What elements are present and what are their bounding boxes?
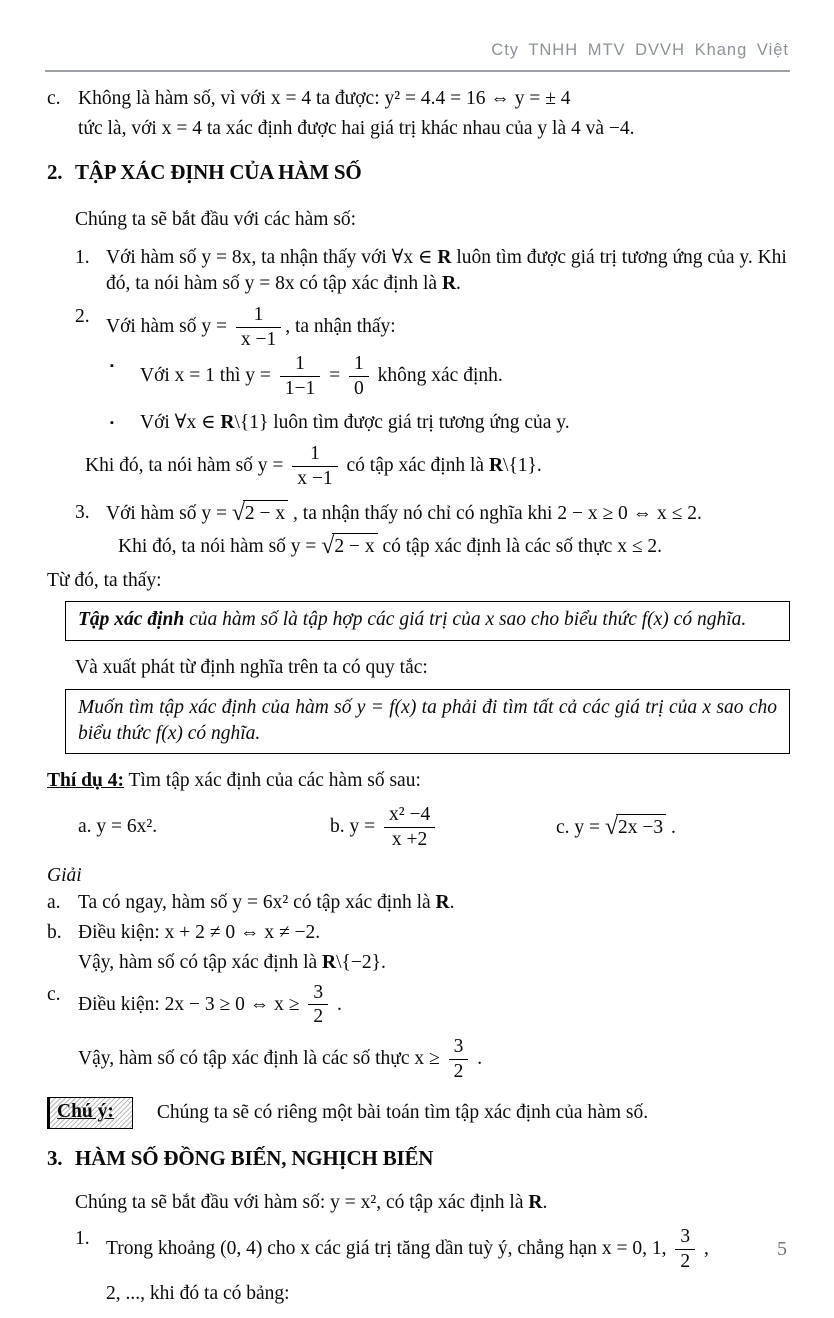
text-run: Với hàm số y = 8x, ta nhận thấy với ∀x ∈ xyxy=(106,246,438,268)
formula: y = 6x². xyxy=(96,816,158,838)
part-b xyxy=(330,804,556,851)
list-marker: a. xyxy=(78,816,92,838)
item-body xyxy=(106,245,790,296)
text-line xyxy=(106,500,790,527)
bullet-item xyxy=(110,353,790,400)
solution-a xyxy=(47,890,790,916)
item-body xyxy=(78,920,790,975)
text-run: không xác định. xyxy=(372,364,503,386)
list-marker: b. xyxy=(330,815,345,837)
text-run: . xyxy=(472,1048,483,1070)
section-3-item-1 xyxy=(75,1226,790,1306)
fraction-numerator: 3 xyxy=(680,1226,691,1248)
running-header xyxy=(491,40,789,62)
radical-icon: √ xyxy=(321,532,335,559)
text-line: tức là, với x = 4 ta xác định được hai giá trị khác nhau của y là 4 và −4. xyxy=(78,117,635,139)
fraction xyxy=(349,353,369,400)
text-run: Với hàm số y = xyxy=(106,316,232,338)
item-body xyxy=(78,982,790,1029)
from-that-line: Từ đó, ta thấy: xyxy=(47,569,162,591)
radical-icon: √ xyxy=(604,813,618,840)
fraction-denominator: 1−1 xyxy=(280,376,321,400)
fraction-denominator: x −1 xyxy=(236,327,281,351)
example-prompt: Tìm tập xác định của các hàm số sau: xyxy=(123,770,421,792)
fraction-denominator: 2 xyxy=(449,1059,469,1083)
definition-text: của hàm số là tập hợp các giá trị của x sao cho biểu thức f(x) có nghĩa. xyxy=(184,609,747,631)
text-run: Với ∀x ∈ xyxy=(140,411,221,433)
set-R-symbol: R xyxy=(220,411,235,433)
text-run: Vậy, hàm số có tập xác định là các số thực x ≥ xyxy=(78,1048,445,1070)
solution-c xyxy=(47,982,790,1029)
example-label: Thí dụ 4: xyxy=(47,770,124,792)
section-2-heading xyxy=(47,159,790,187)
set-R-symbol: R xyxy=(488,455,504,477)
text-run: Với hàm số y = xyxy=(106,503,232,525)
text-run: có tập xác định là xyxy=(341,455,489,477)
part-c xyxy=(556,814,790,841)
fraction xyxy=(280,353,321,400)
text-run: . xyxy=(666,816,676,838)
numbered-item-3 xyxy=(75,500,790,559)
part-a xyxy=(78,814,330,840)
page-content xyxy=(47,86,790,1306)
list-marker: a. xyxy=(47,892,61,914)
radicand: 2x −3 xyxy=(616,814,666,841)
text-run: Ta có ngay, hàm số y = 6x² có tập xác định là xyxy=(78,892,436,914)
numbered-item-2 xyxy=(75,304,790,351)
solution-c-final xyxy=(78,1036,790,1083)
page-number: 5 xyxy=(777,1238,787,1260)
section-title: TẬP XÁC ĐỊNH CỦA HÀM SỐ xyxy=(75,160,362,185)
text-run: Điều kiện: 2x − 3 ≥ 0 ⇔ x ≥ xyxy=(78,993,305,1015)
fraction-numerator: 1 xyxy=(253,304,264,326)
section-title: HÀM SỐ ĐỒNG BIẾN, NGHỊCH BIẾN xyxy=(75,1145,434,1170)
header-divider xyxy=(45,70,790,72)
text-run: Khi đó, ta nói hàm số y = xyxy=(85,455,289,477)
rule-intro-line: Và xuất phát từ định nghĩa trên ta có quy tắc: xyxy=(75,657,428,679)
definition-term: Tập xác định xyxy=(78,609,185,631)
set-R-symbol: R xyxy=(528,1192,543,1214)
fraction xyxy=(675,1226,695,1273)
item-body xyxy=(140,353,790,400)
text-run: \{−2}. xyxy=(336,951,386,973)
bullet-icon: ▪ xyxy=(110,416,114,429)
definition-box xyxy=(65,601,790,641)
note-text: Chúng ta sẽ có riêng một bài toán tìm tập xác định của hàm số. xyxy=(156,1101,649,1123)
square-root xyxy=(321,533,377,560)
text-run: Trong khoảng (0, 4) cho x các giá trị tăng dần tuỳ ý, chẳng hạn x = 0, 1, xyxy=(106,1237,672,1259)
fraction-denominator: 0 xyxy=(349,376,369,400)
text-run: , ta nhận thấy: xyxy=(285,316,396,338)
text-line xyxy=(106,1226,790,1273)
text-run: \{1}. xyxy=(503,455,542,477)
rule-text: Muốn tìm tập xác định của hàm số y = f(x) ta phải đi tìm tất cả các giá trị của x sao cho biểu thức f(x) có nghĩa. xyxy=(78,696,777,744)
numbered-item-1 xyxy=(75,245,790,296)
set-R-symbol: R xyxy=(437,246,452,268)
bullet-item xyxy=(110,410,790,436)
fraction-numerator: 1 xyxy=(310,443,320,465)
item-body xyxy=(78,890,790,916)
fraction-denominator: x +2 xyxy=(384,827,435,851)
set-R-symbol: R xyxy=(322,951,337,973)
fraction-numerator: 1 xyxy=(295,353,305,375)
text-run: có tập xác định là các số thực x ≤ 2. xyxy=(377,535,663,557)
formula: y = xyxy=(349,815,380,837)
item-body xyxy=(106,304,790,351)
text-line xyxy=(118,533,790,560)
item-2-conclusion xyxy=(85,443,790,490)
text-run: Vậy, hàm số có tập xác định là xyxy=(78,951,323,973)
text-line: Điều kiện: x + 2 ≠ 0 ⇔ x ≠ −2. xyxy=(78,922,321,944)
radicand: 2 − x xyxy=(243,500,288,527)
fraction-denominator: x −1 xyxy=(292,466,337,490)
fraction-numerator: 1 xyxy=(354,353,364,375)
list-marker: c. xyxy=(556,816,570,838)
note-chip xyxy=(47,1097,133,1129)
set-R-symbol: R xyxy=(441,272,457,294)
example-4-heading xyxy=(47,768,790,794)
list-marker: 2. xyxy=(75,306,90,328)
fraction-numerator: 3 xyxy=(453,1036,464,1058)
item-body xyxy=(140,410,790,436)
fraction xyxy=(384,804,435,851)
text-run: . xyxy=(449,892,455,914)
text-run: Với x = 1 thì y = xyxy=(140,364,276,386)
solution-b xyxy=(47,920,790,975)
list-marker: 1. xyxy=(75,246,90,268)
solution-label: Giải xyxy=(47,864,82,886)
formula: y = xyxy=(574,816,605,838)
square-root xyxy=(232,500,288,527)
paragraph-body xyxy=(78,86,790,141)
text-run: . xyxy=(332,993,342,1015)
text-line: Không là hàm số, vì với x = 4 ta được: y² = 4.4 = 16 ⇔ y = ± 4 xyxy=(78,88,571,109)
publisher-name: Cty TNHH MTV DVVH Khang Việt xyxy=(491,41,789,59)
text-line xyxy=(78,950,790,976)
section-number: 2. xyxy=(47,160,63,185)
text-line: 2, ..., khi đó ta có bảng: xyxy=(106,1282,290,1304)
fraction xyxy=(236,304,281,351)
example-parts-row xyxy=(78,804,790,851)
item-body xyxy=(106,500,790,559)
fraction xyxy=(308,982,328,1029)
text-run: . xyxy=(456,272,461,294)
radical-icon: √ xyxy=(231,500,245,527)
list-marker: c. xyxy=(47,88,61,109)
note-row xyxy=(47,1097,790,1129)
fraction-numerator: x² −4 xyxy=(389,803,431,825)
text-run: luôn tìm được giá trị tương ứng của y. Khi đó, ta nói hàm số y = 8x có tập xác định là xyxy=(106,246,787,294)
bullet-icon: ▪ xyxy=(110,360,114,373)
list-marker: c. xyxy=(47,983,61,1005)
set-R-symbol: R xyxy=(435,892,450,914)
list-marker: 3. xyxy=(75,502,90,524)
section-2-lead: Chúng ta sẽ bắt đầu với các hàm số: xyxy=(75,209,357,231)
list-marker: 1. xyxy=(75,1228,90,1250)
fraction-denominator: 2 xyxy=(308,1004,328,1028)
text-run: Khi đó, ta nói hàm số y = xyxy=(118,535,322,557)
list-marker: b. xyxy=(47,922,62,944)
section-number: 3. xyxy=(47,1145,63,1170)
item-body xyxy=(106,1226,790,1306)
text-run: Chúng ta sẽ bắt đầu với hàm số: y = x², có tập xác định là xyxy=(75,1192,529,1214)
note-label: Chú ý: xyxy=(57,1100,114,1122)
square-root xyxy=(605,814,666,841)
radicand: 2 − x xyxy=(332,533,377,560)
text-run: \{1} luôn tìm được giá trị tương ứng của y. xyxy=(234,411,570,433)
fraction xyxy=(449,1036,469,1083)
section-3-heading xyxy=(47,1145,790,1173)
text-run: , ta nhận thấy nó chỉ có nghĩa khi 2 − x ≥ 0 ⇔ x ≤ 2. xyxy=(288,503,702,525)
section-3-lead xyxy=(75,1190,790,1216)
fraction-numerator: 3 xyxy=(313,981,324,1003)
fraction xyxy=(292,443,337,490)
text-run: = xyxy=(324,364,346,386)
fraction-denominator: 2 xyxy=(675,1249,695,1273)
rule-box xyxy=(65,689,790,754)
paragraph-point-c xyxy=(47,86,790,141)
text-run: , xyxy=(699,1237,709,1259)
text-run: . xyxy=(542,1192,548,1214)
